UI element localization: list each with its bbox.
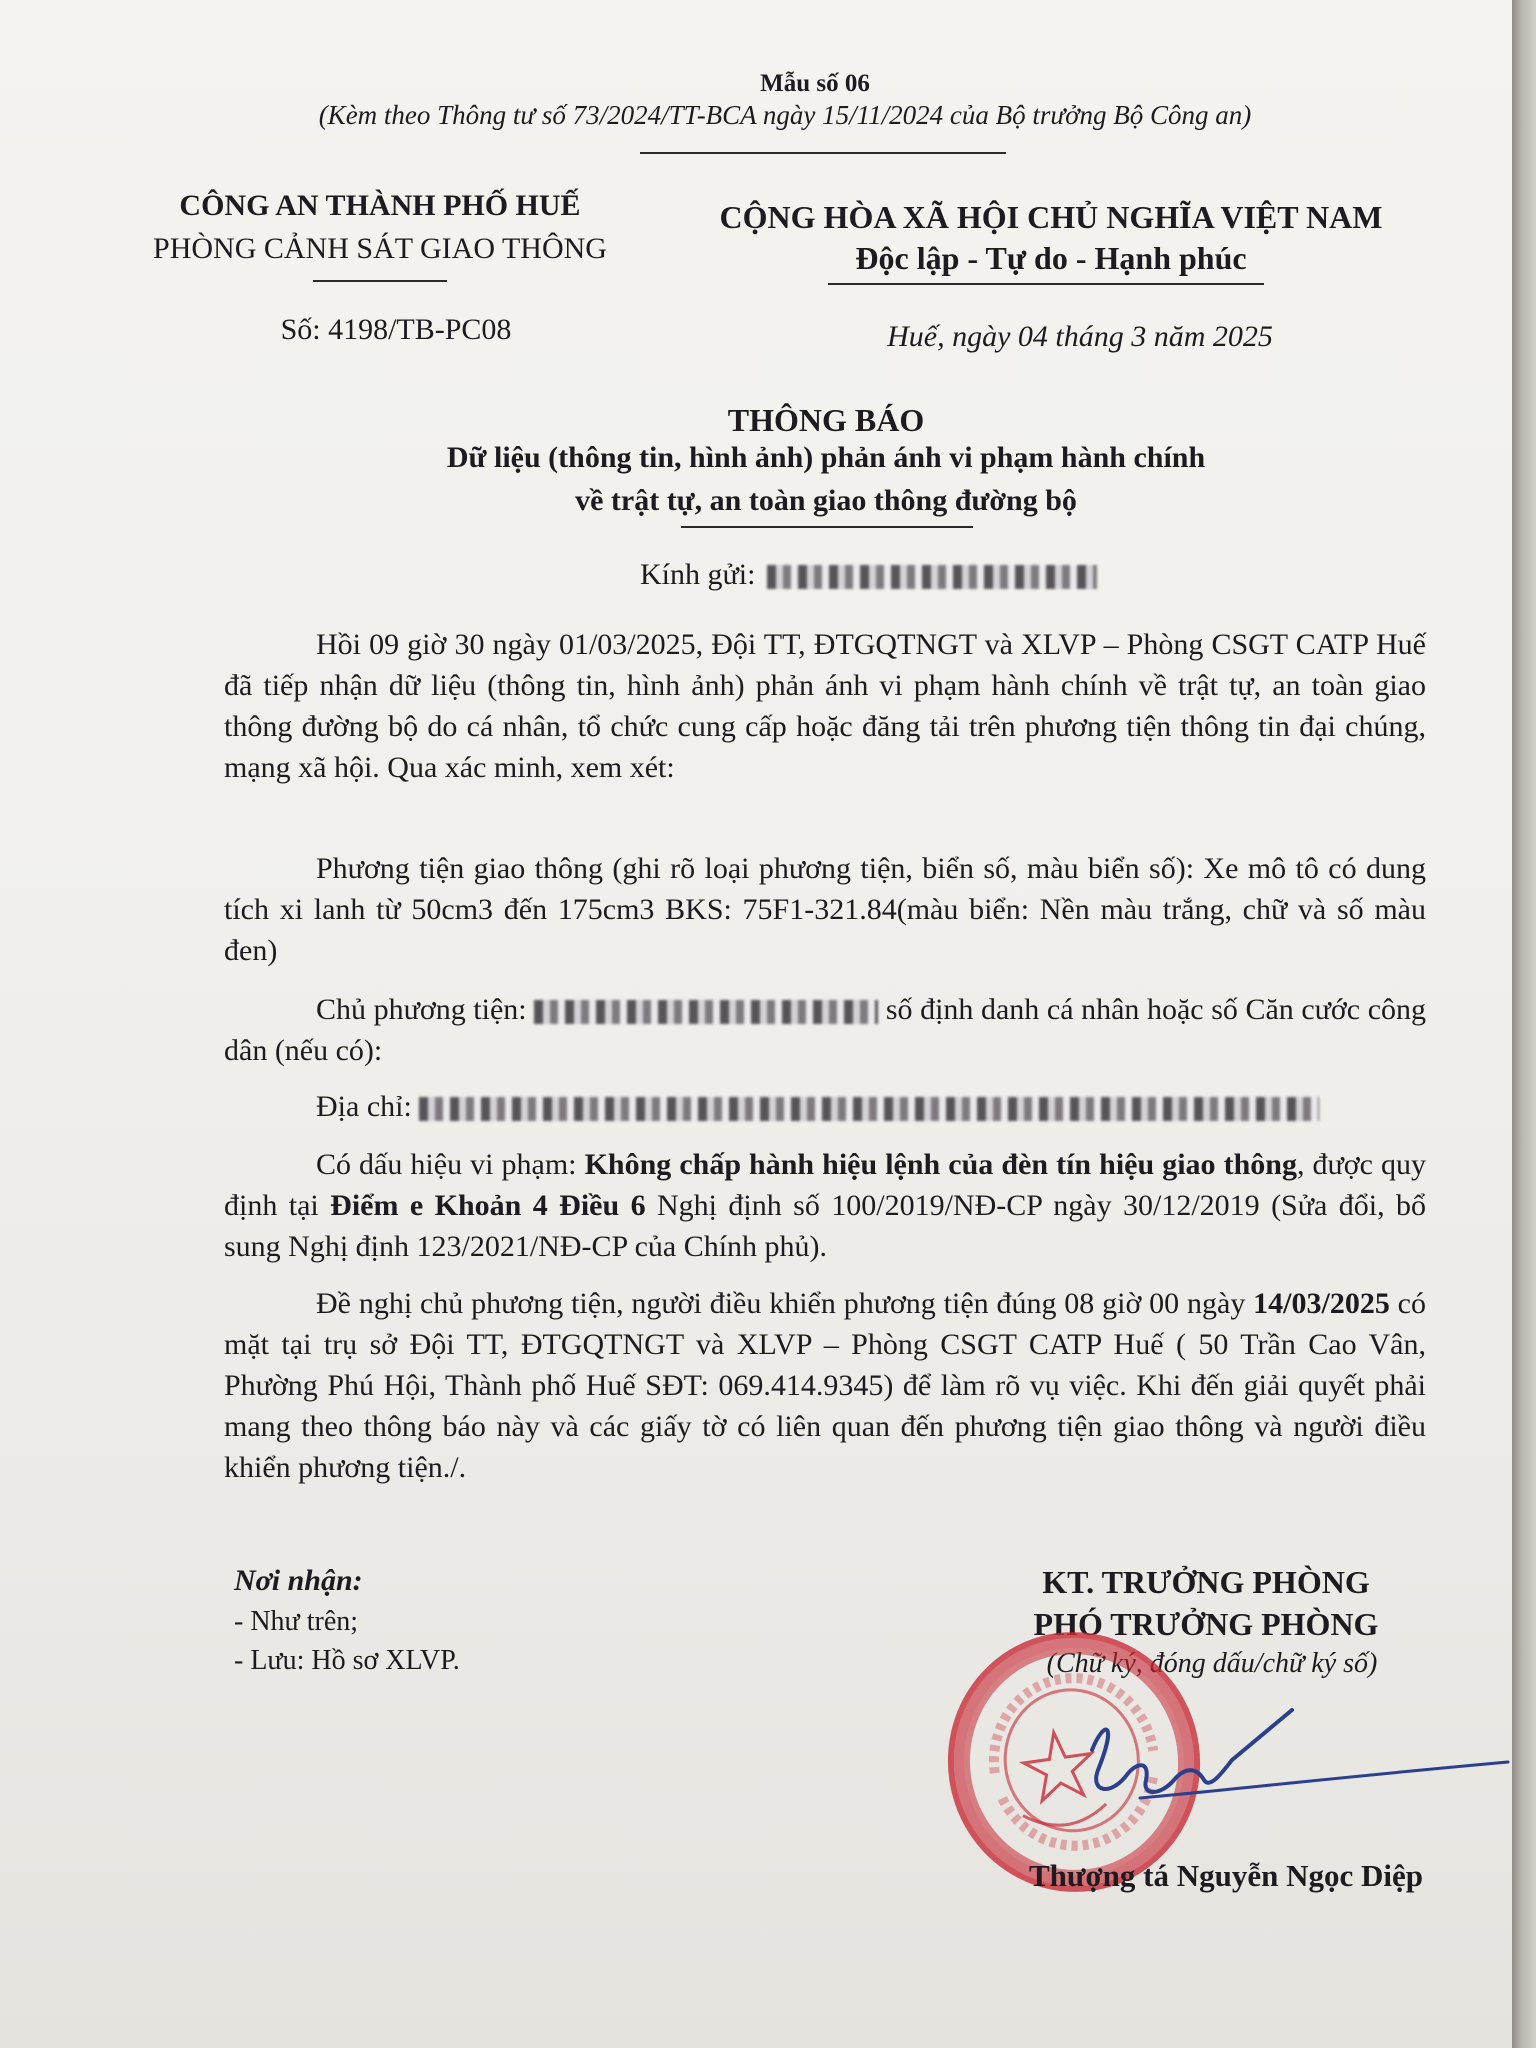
paragraph-vehicle <box>224 848 1426 971</box>
violation-clause: Điểm e Khoản 4 Điều 6 <box>330 1189 646 1222</box>
form-reference: (Kèm theo Thông tư số 73/2024/TT-BCA ngày 15/11/2024 của Bộ trưởng Bộ Công an) <box>318 100 1252 130</box>
addressee-label: Kính gửi: <box>640 558 756 591</box>
appointment-date: 14/03/2025 <box>1253 1287 1390 1320</box>
addressee <box>640 558 1097 592</box>
signer-name: Thượng tá Nguyễn Ngọc Diệp <box>1028 1858 1424 1893</box>
paragraph-owner <box>224 989 1426 1071</box>
owner-label: Chủ phương tiện: <box>316 993 527 1026</box>
signature-title-2: PHÓ TRƯỞNG PHÒNG <box>1033 1606 1379 1642</box>
document-number: Số: 4198/TB-PC08 <box>280 313 512 346</box>
paragraph-request <box>224 1283 1426 1488</box>
form-divider <box>640 152 1006 154</box>
document-subtitle-2: về trật tự, an toàn giao thông đường bộ <box>575 484 1077 517</box>
violation-suffix: Nghị định số 100/2019/NĐ-CP ngày 30/12/2019 (Sửa đổi, bổ sung Nghị định 123/2021/NĐ-CP của Chính phủ). <box>224 1189 1426 1263</box>
request-suffix: có mặt tại trụ sở Đội TT, ĐTGQTNGT và XLVP – Phòng CSGT CATP Huế ( 50 Trần Cao Vân, Phường Phú Hội, Thành phố Huế SĐT: 069.414.9345) để làm rõ vụ việc. Khi đến giải quyết phải mang theo thông báo này và các giấy tờ có liên quan đến phương tiện giao thông và người điều khiển phương tiện./. <box>224 1287 1426 1484</box>
issuer-line1: CÔNG AN THÀNH PHỐ HUẾ <box>179 189 581 222</box>
redacted-owner <box>534 1000 878 1024</box>
signature-note: (Chữ ký, đóng dấu/chữ ký số) <box>1046 1648 1378 1679</box>
issuer-line2: PHÒNG CẢNH SÁT GIAO THÔNG <box>153 232 607 265</box>
motto-underline <box>828 283 1264 285</box>
paragraph-intake <box>224 624 1426 788</box>
signature-title-1: KT. TRƯỞNG PHÒNG <box>1042 1564 1370 1600</box>
document-subtitle-1: Dữ liệu (thông tin, hình ảnh) phản ánh vi phạm hành chính <box>446 441 1206 474</box>
issuer-divider <box>313 280 447 282</box>
page-edge-shadow <box>1512 0 1536 2048</box>
redacted-addressee <box>767 565 1097 589</box>
handwritten-signature <box>1000 1700 1510 1830</box>
paragraph-vehicle-text: Phương tiện giao thông (ghi rõ loại phương tiện, biển số, màu biển số): Xe mô tô có dung tích xi lanh từ 50cm3 đến 175cm3 BKS: 75F1-321.84(màu biển: Nền màu trắng, chữ và số màu đen) <box>224 852 1426 967</box>
form-number: Mẫu số 06 <box>760 70 870 97</box>
national-motto: Độc lập - Tự do - Hạnh phúc <box>855 240 1247 276</box>
national-title: CỘNG HÒA XÃ HỘI CHỦ NGHĨA VIỆT NAM <box>719 199 1383 235</box>
recipient-item-1: - Như trên; <box>234 1606 359 1637</box>
violation-mid: , được quy định tại <box>224 1148 1427 1222</box>
violation-description: Không chấp hành hiệu lệnh của đèn tín hiệu giao thông <box>584 1148 1297 1181</box>
document-title: THÔNG BÁO <box>727 402 925 438</box>
paragraph-violation <box>224 1144 1426 1267</box>
recipient-item-2: - Lưu: Hồ sơ XLVP. <box>234 1645 460 1676</box>
request-prefix: Đề nghị chủ phương tiện, người điều khiển phương tiện đúng 08 giờ 00 ngày <box>316 1287 1254 1320</box>
address-label: Địa chỉ: <box>316 1090 412 1123</box>
issue-date: Huế, ngày 04 tháng 3 năm 2025 <box>887 320 1273 353</box>
recipients-heading: Nơi nhận: <box>234 1564 363 1597</box>
owner-id-text: số định danh cá nhân hoặc số Căn cước công dân (nếu có): <box>224 993 1427 1067</box>
paragraph-address <box>224 1086 1426 1127</box>
redacted-address <box>419 1097 1319 1121</box>
title-underline <box>681 526 973 528</box>
violation-prefix: Có dấu hiệu vi phạm: <box>316 1148 585 1181</box>
paragraph-intake-text: Hồi 09 giờ 30 ngày 01/03/2025, Đội TT, ĐTGQTNGT và XLVP – Phòng CSGT CATP Huế đã tiếp nhận dữ liệu (thông tin, hình ảnh) phản ánh vi phạm hành chính về trật tự, an toàn giao thông đường bộ do cá nhân, tổ chức cung cấp hoặc đăng tải trên phương tiện thông tin đại chúng, mạng xã hội. Qua xác minh, xem xét: <box>224 628 1426 784</box>
